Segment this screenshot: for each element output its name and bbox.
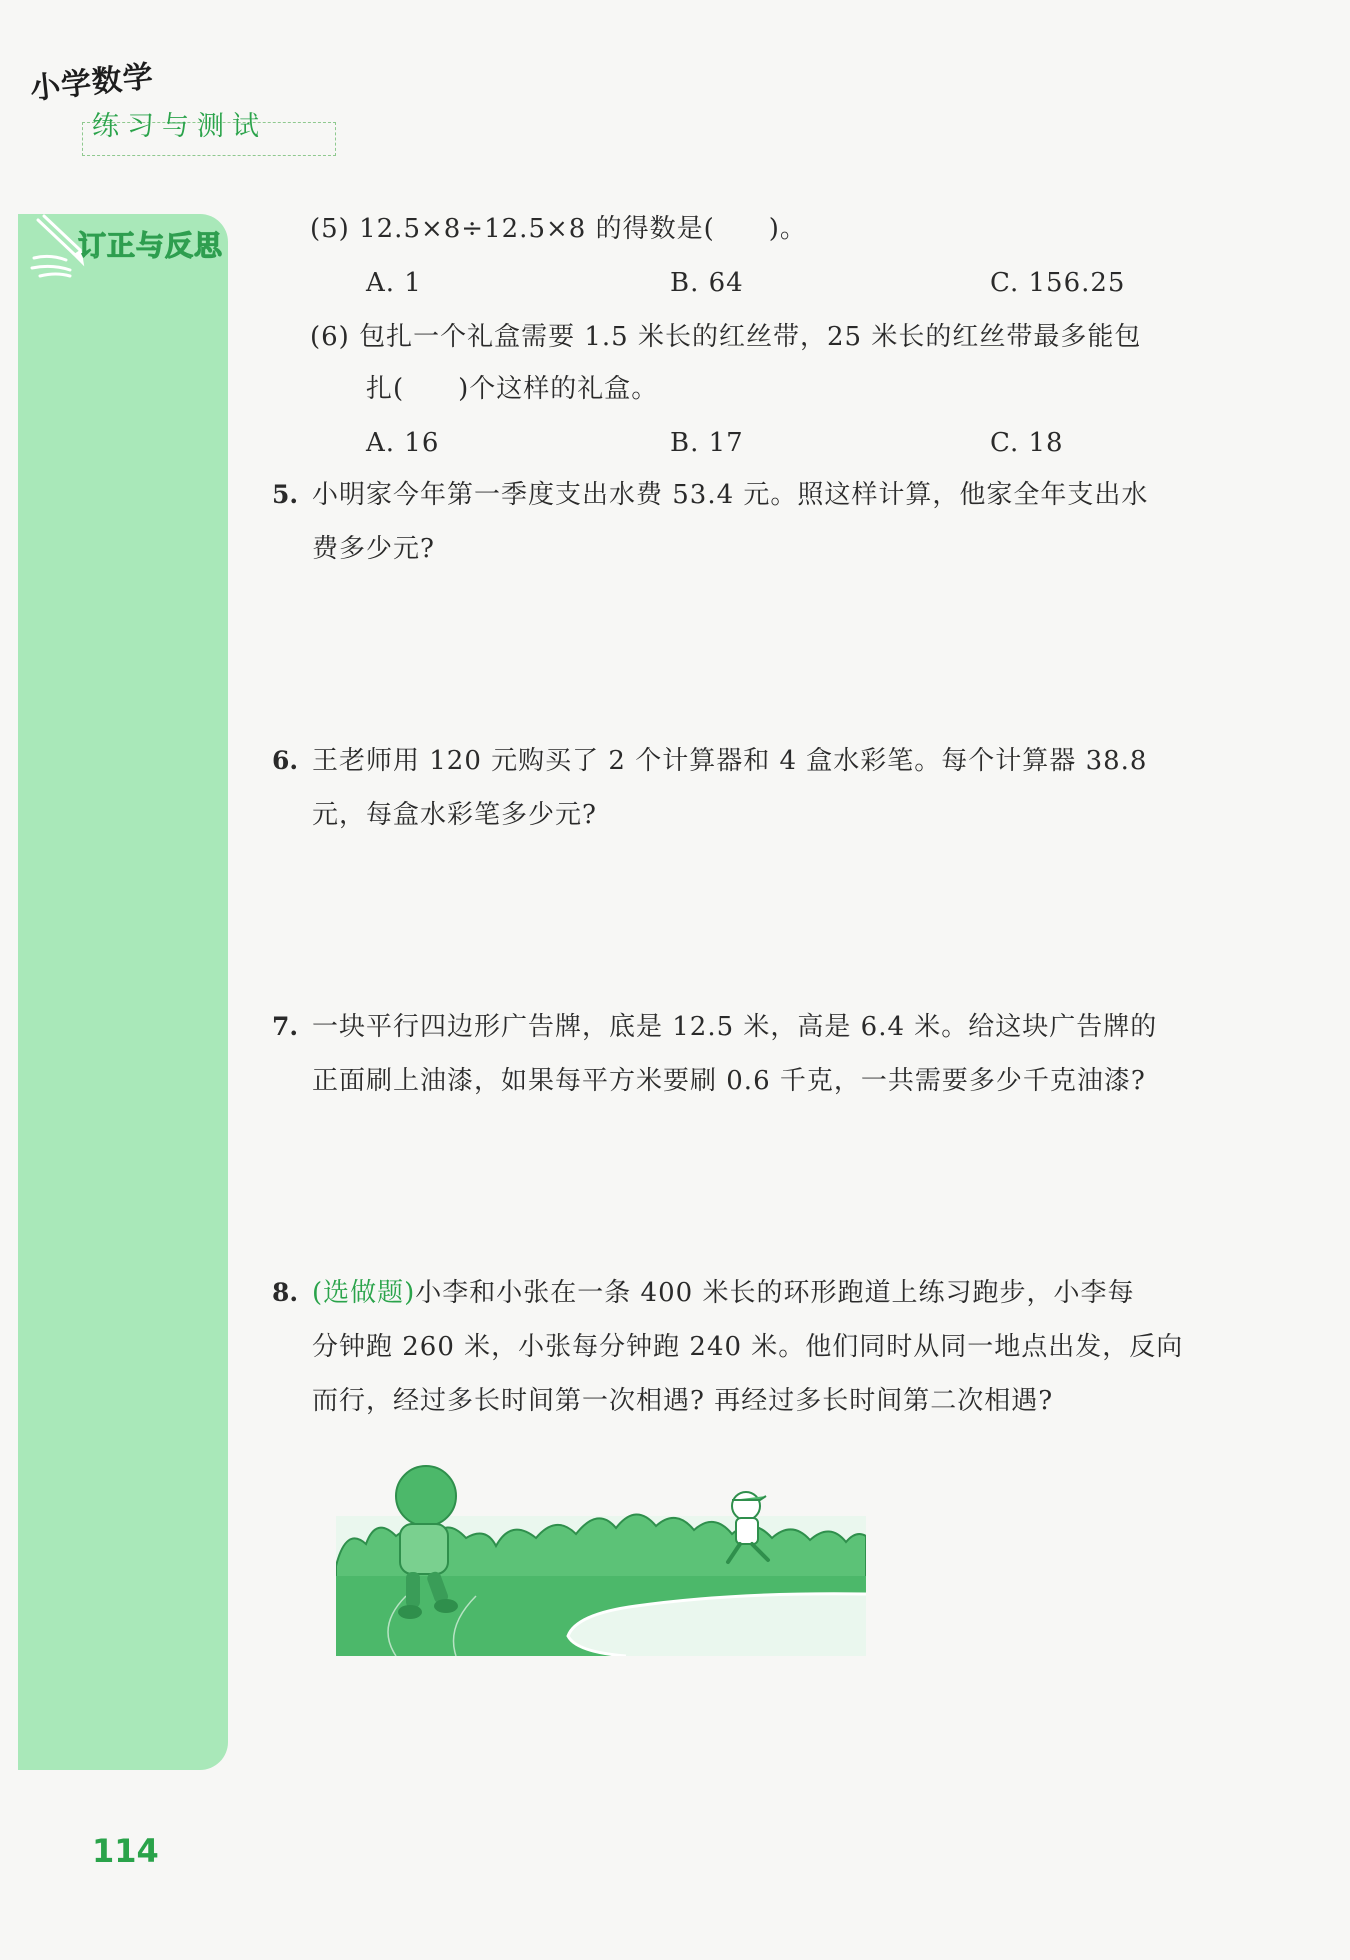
question-4-5-option-a: A. 1: [366, 268, 422, 298]
question-5-line2: 费多少元?: [312, 534, 435, 564]
running-track-illustration: [336, 1456, 866, 1656]
question-6-line1: 王老师用 120 元购买了 2 个计算器和 4 盒水彩笔。每个计算器 38.8: [312, 746, 1148, 776]
question-4-6-option-c: C. 18: [990, 428, 1064, 458]
question-7-line1: 一块平行四边形广告牌，底是 12.5 米，高是 6.4 米。给这块广告牌的: [312, 1012, 1158, 1042]
side-panel-label: 订正与反思: [78, 229, 224, 262]
question-4-6-stem-line1: (6) 包扎一个礼盒需要 1.5 米长的红丝带，25 米长的红丝带最多能包: [310, 322, 1142, 352]
question-4-5-stem: (5) 12.5×8÷12.5×8 的得数是( )。: [310, 214, 807, 244]
question-8-number: 8.: [272, 1278, 299, 1307]
question-8-line2: 分钟跑 260 米，小张每分钟跑 240 米。他们同时从同一地点出发，反向: [312, 1332, 1184, 1362]
question-5-line1: 小明家今年第一季度支出水费 53.4 元。照这样计算，他家全年支出水: [312, 480, 1149, 510]
question-4-6-stem-line2: 扎( )个这样的礼盒。: [366, 374, 659, 404]
question-6-number: 6.: [272, 746, 299, 775]
question-8-line3: 而行，经过多长时间第一次相遇? 再经过多长时间第二次相遇?: [312, 1386, 1054, 1416]
question-8-line1: 小李和小张在一条 400 米长的环形跑道上练习跑步，小李每: [415, 1278, 1135, 1308]
question-6-line2: 元，每盒水彩笔多少元?: [312, 800, 597, 830]
question-4-5-option-b: B. 64: [670, 268, 744, 298]
question-7-number: 7.: [272, 1012, 299, 1041]
page-number: 114: [92, 1832, 159, 1870]
question-5-number: 5.: [272, 480, 299, 509]
book-title: 小学数学: [28, 59, 156, 107]
question-7-line2: 正面刷上油漆，如果每平方米要刷 0.6 千克，一共需要多少千克油漆?: [312, 1066, 1146, 1096]
question-4-6-option-a: A. 16: [366, 428, 440, 458]
question-8-line1-wrap: [312, 1276, 1134, 1310]
question-4-5-option-c: C. 156.25: [990, 268, 1126, 298]
book-subtitle: 练习与测试: [92, 111, 267, 142]
correction-side-panel: [18, 214, 228, 1770]
question-4-6-option-b: B. 17: [670, 428, 744, 458]
optional-tag: (选做题): [312, 1278, 416, 1308]
